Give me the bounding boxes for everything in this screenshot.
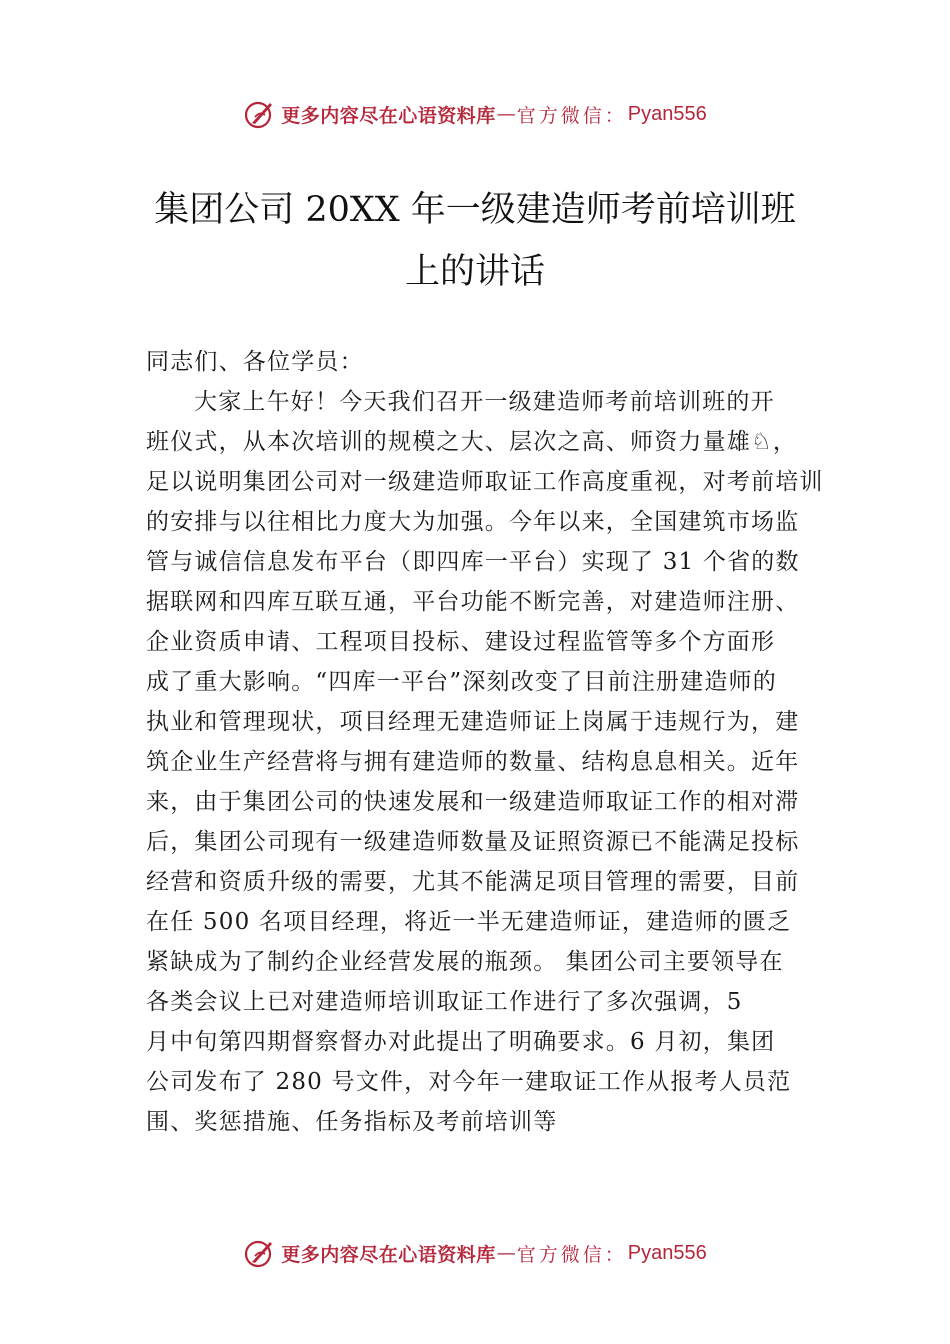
- body-line: 企业资质申请、工程项目投标、建设过程监管等多个方面形: [146, 629, 776, 655]
- banner-brand-text: 更多内容尽在心语资料库: [281, 104, 496, 127]
- body-line: 经营和资质升级的需要，尤其不能满足项目管理的需要，目前: [146, 869, 800, 895]
- banner-dash: —: [496, 103, 516, 125]
- body-line: 围、奖惩措施、任务指标及考前培训等: [146, 1109, 558, 1135]
- body-line: 后，集团公司现有一级建造师数量及证照资源已不能满足投标: [146, 829, 800, 855]
- body-line: 据联网和四库互联互通，平台功能不断完善，对建造师注册、: [146, 589, 800, 615]
- body-line: 大家上午好！今天我们召开一级建造师考前培训班的开: [194, 389, 775, 415]
- body-line: 紧缺成为了制约企业经营发展的瓶颈。 集团公司主要领导在: [146, 949, 784, 975]
- body-line: 的安排与以往相比力度大为加强。今年以来，全国建筑市场监: [146, 509, 800, 535]
- quill-pen-logo-icon: [243, 97, 277, 131]
- body-line: 月中旬第四期督察督办对此提出了明确要求。6 月初，集团: [146, 1029, 776, 1055]
- document-body: [146, 342, 822, 1142]
- document-title-line-1: 集团公司 20XX 年一级建造师考前培训班: [154, 190, 796, 230]
- body-line: 来，由于集团公司的快速发展和一级建造师取证工作的相对滞: [146, 789, 800, 815]
- document-title-line-2: 上的讲话: [404, 252, 545, 292]
- body-line: 各类会议上已对建造师培训取证工作进行了多次强调，5: [146, 989, 743, 1015]
- salutation: 同志们、各位学员：: [146, 349, 364, 375]
- banner-wechat-id: Pyan556: [627, 102, 707, 125]
- header-banner: [0, 94, 950, 134]
- body-line: 筑企业生产经营将与拥有建造师的数量、结构息息相关。近年: [146, 749, 800, 775]
- banner-wechat-id: Pyan556: [627, 1241, 707, 1264]
- body-line: 管与诚信信息发布平台（即四库一平台）实现了 31 个省的数: [146, 549, 800, 575]
- footer-banner: [0, 1233, 950, 1273]
- banner-wechat-label: 官方微信: [516, 1243, 605, 1266]
- quill-pen-logo-icon: [243, 1236, 277, 1270]
- body-line: 公司发布了 280 号文件，对今年一建取证工作从报考人员范: [146, 1069, 792, 1095]
- body-line: 在任 500 名项目经理，将近一半无建造师证，建造师的匮乏: [146, 909, 792, 935]
- body-line: 班仪式，从本次培训的规模之大、层次之高、师资力量雄♘，: [146, 429, 798, 455]
- banner-dash: —: [496, 1242, 516, 1264]
- body-line: 执业和管理现状，项目经理无建造师证上岗属于违规行为，建: [146, 709, 800, 735]
- banner-brand-text: 更多内容尽在心语资料库: [281, 1243, 496, 1266]
- body-line: 足以说明集团公司对一级建造师取证工作高度重视，对考前培训: [146, 469, 824, 495]
- banner-colon: ：: [604, 1243, 624, 1266]
- body-line: 成了重大影响。“四库一平台”深刻改变了目前注册建造师的: [146, 669, 777, 695]
- banner-wechat-label: 官方微信: [516, 104, 605, 127]
- banner-colon: ：: [604, 104, 624, 127]
